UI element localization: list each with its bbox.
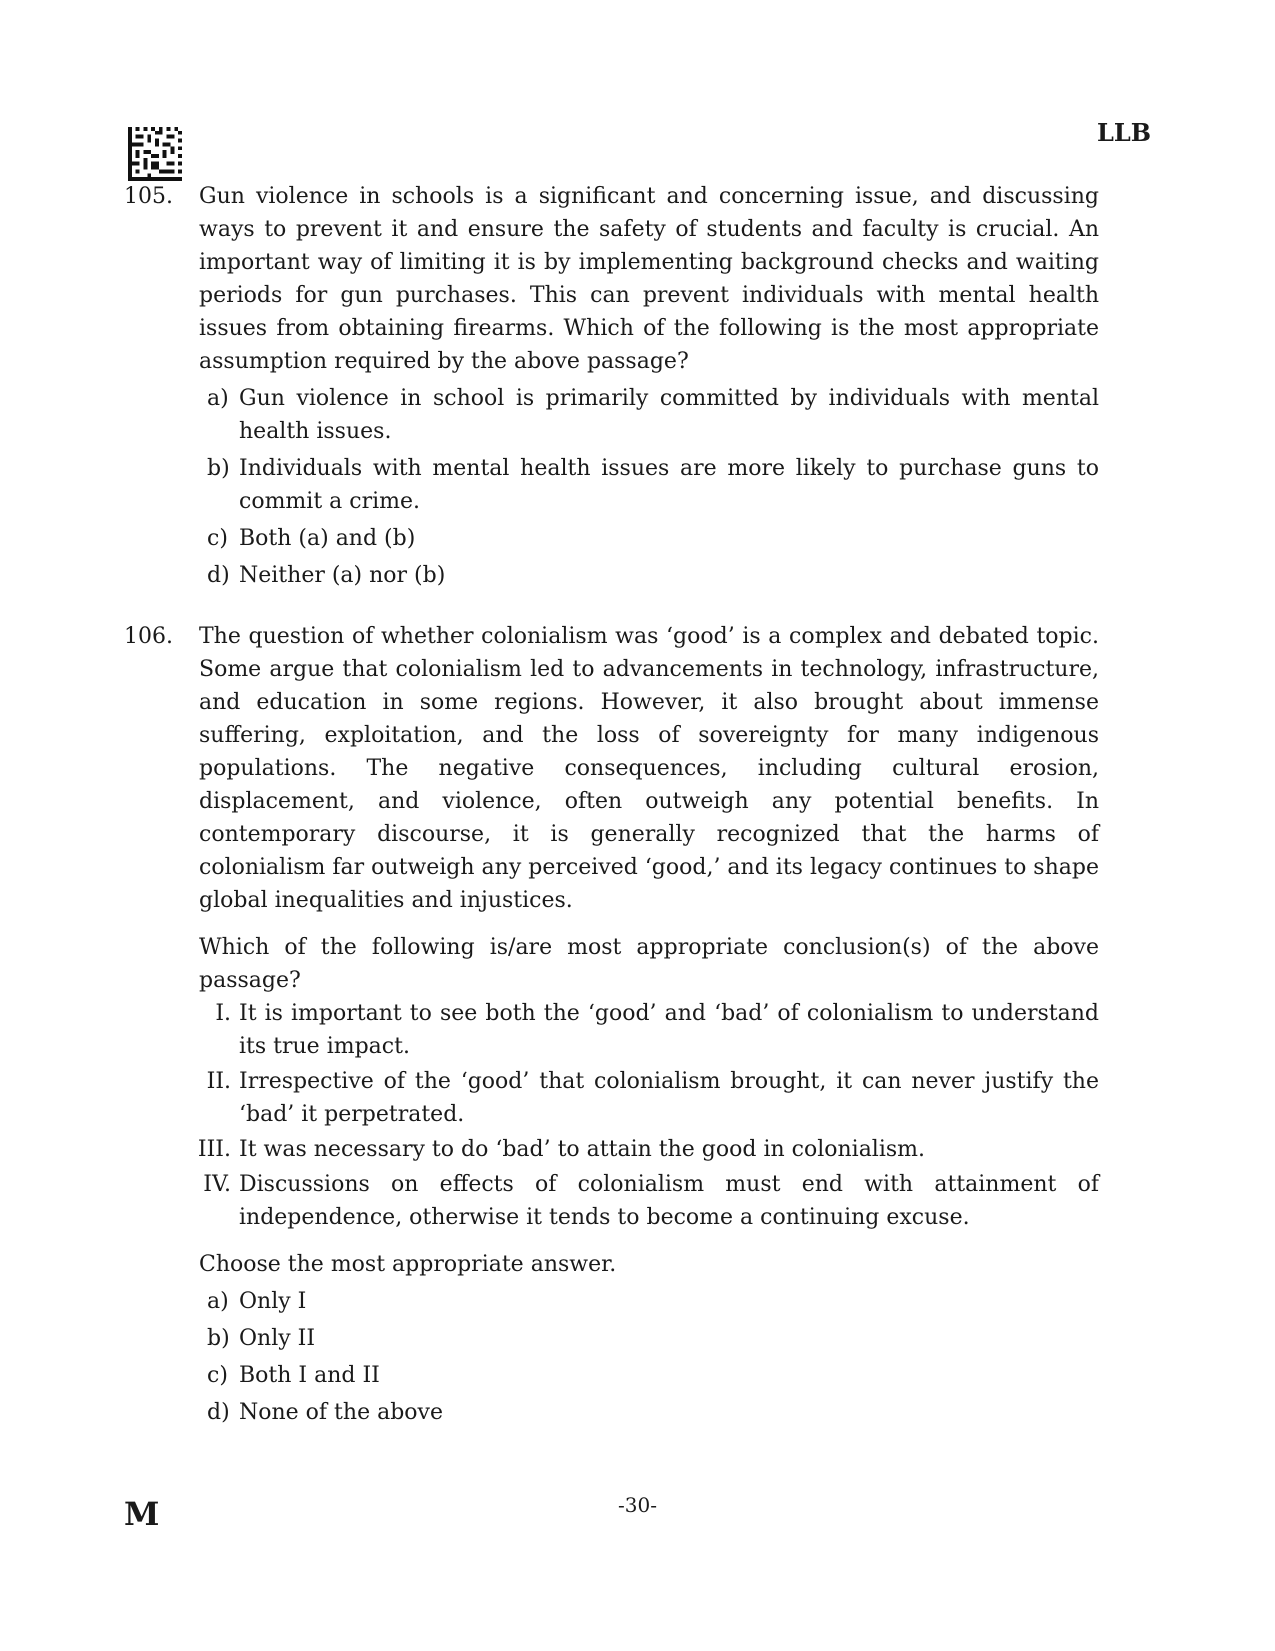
option-d[interactable] (199, 1396, 1099, 1429)
statement-label: I. (215, 1001, 231, 1026)
option-b[interactable] (199, 1322, 1099, 1355)
options-list (199, 1285, 1099, 1429)
question-passage: Gun violence in schools is a significant and concerning issue, and discussing ways to prevent it and ensure the safety of students and faculty is crucial. An important way of limiting it is by implementing background checks and waiting periods for gun purchases. This can prevent individuals with mental health issues from obtaining firearms. Which of the following is the most appropriate assumption required by the above passage? (199, 184, 1099, 374)
option-d[interactable] (199, 559, 1099, 592)
statement-ii (199, 1065, 1099, 1131)
statement-label: III. (197, 1137, 231, 1162)
option-text: Both I and II (239, 1363, 380, 1388)
option-a[interactable] (199, 382, 1099, 448)
option-label: b) (207, 456, 230, 481)
option-label: c) (207, 1363, 228, 1388)
options-list (199, 382, 1099, 592)
option-b[interactable] (199, 452, 1099, 518)
question-105 (124, 180, 1104, 596)
statement-label: IV. (203, 1172, 231, 1197)
option-text: Gun violence in school is primarily committed by individuals with mental health issues. (239, 386, 1099, 444)
paper-code: LLB (1096, 118, 1151, 147)
option-label: d) (207, 563, 230, 588)
option-c[interactable] (199, 1359, 1099, 1392)
option-label: a) (207, 386, 229, 411)
option-text: Individuals with mental health issues are more likely to purchase guns to commit a crime. (239, 456, 1099, 514)
statement-iii (199, 1133, 1099, 1166)
series-code: M (124, 1495, 160, 1533)
qr-code-icon (128, 127, 182, 181)
option-label: a) (207, 1289, 229, 1314)
question-prompt: Which of the following is/are most appropriate conclusion(s) of the above passage? (199, 935, 1099, 993)
option-text: None of the above (239, 1400, 443, 1425)
statement-text: Discussions on effects of colonialism must end with attainment of independence, otherwise it tends to become a continuing excuse. (239, 1172, 1099, 1230)
option-label: d) (207, 1400, 230, 1425)
option-label: c) (207, 526, 228, 551)
option-text: Only II (239, 1326, 316, 1351)
statement-text: Irrespective of the ‘good’ that colonialism brought, it can never justify the ‘bad’ it perpetrated. (239, 1069, 1099, 1127)
statement-i (199, 997, 1099, 1063)
question-number: 106. (124, 624, 173, 649)
question-instruction: Choose the most appropriate answer. (199, 1252, 617, 1277)
question-number: 105. (124, 184, 173, 209)
statement-text: It was necessary to do ‘bad’ to attain the good in colonialism. (239, 1137, 926, 1162)
statement-label: II. (206, 1069, 231, 1094)
option-a[interactable] (199, 1285, 1099, 1318)
option-text: Only I (239, 1289, 307, 1314)
option-text: Both (a) and (b) (239, 526, 416, 551)
question-passage: The question of whether colonialism was ‘good’ is a complex and debated topic. Some argue that colonialism led to advancements in technology, infrastructure, and education in some regions. However, it also brought about immense suffering, exploitation, and the loss of sovereignty for many indigenous populations. The negative consequences, including cultural erosion, displacement, and violence, often outweigh any potential benefits. In contemporary discourse, it is generally recognized that the harms of colonialism far outweigh any perceived ‘good,’ and its legacy continues to shape global inequalities and injustices. (199, 624, 1099, 913)
question-106 (124, 620, 1104, 1433)
option-c[interactable] (199, 522, 1099, 555)
option-text: Neither (a) nor (b) (239, 563, 446, 588)
option-label: b) (207, 1326, 230, 1351)
page-number: -30- (618, 1493, 657, 1517)
statements-list (199, 997, 1099, 1234)
statement-text: It is important to see both the ‘good’ and ‘bad’ of colonialism to understand its true impact. (239, 1001, 1099, 1059)
statement-iv (199, 1168, 1099, 1234)
